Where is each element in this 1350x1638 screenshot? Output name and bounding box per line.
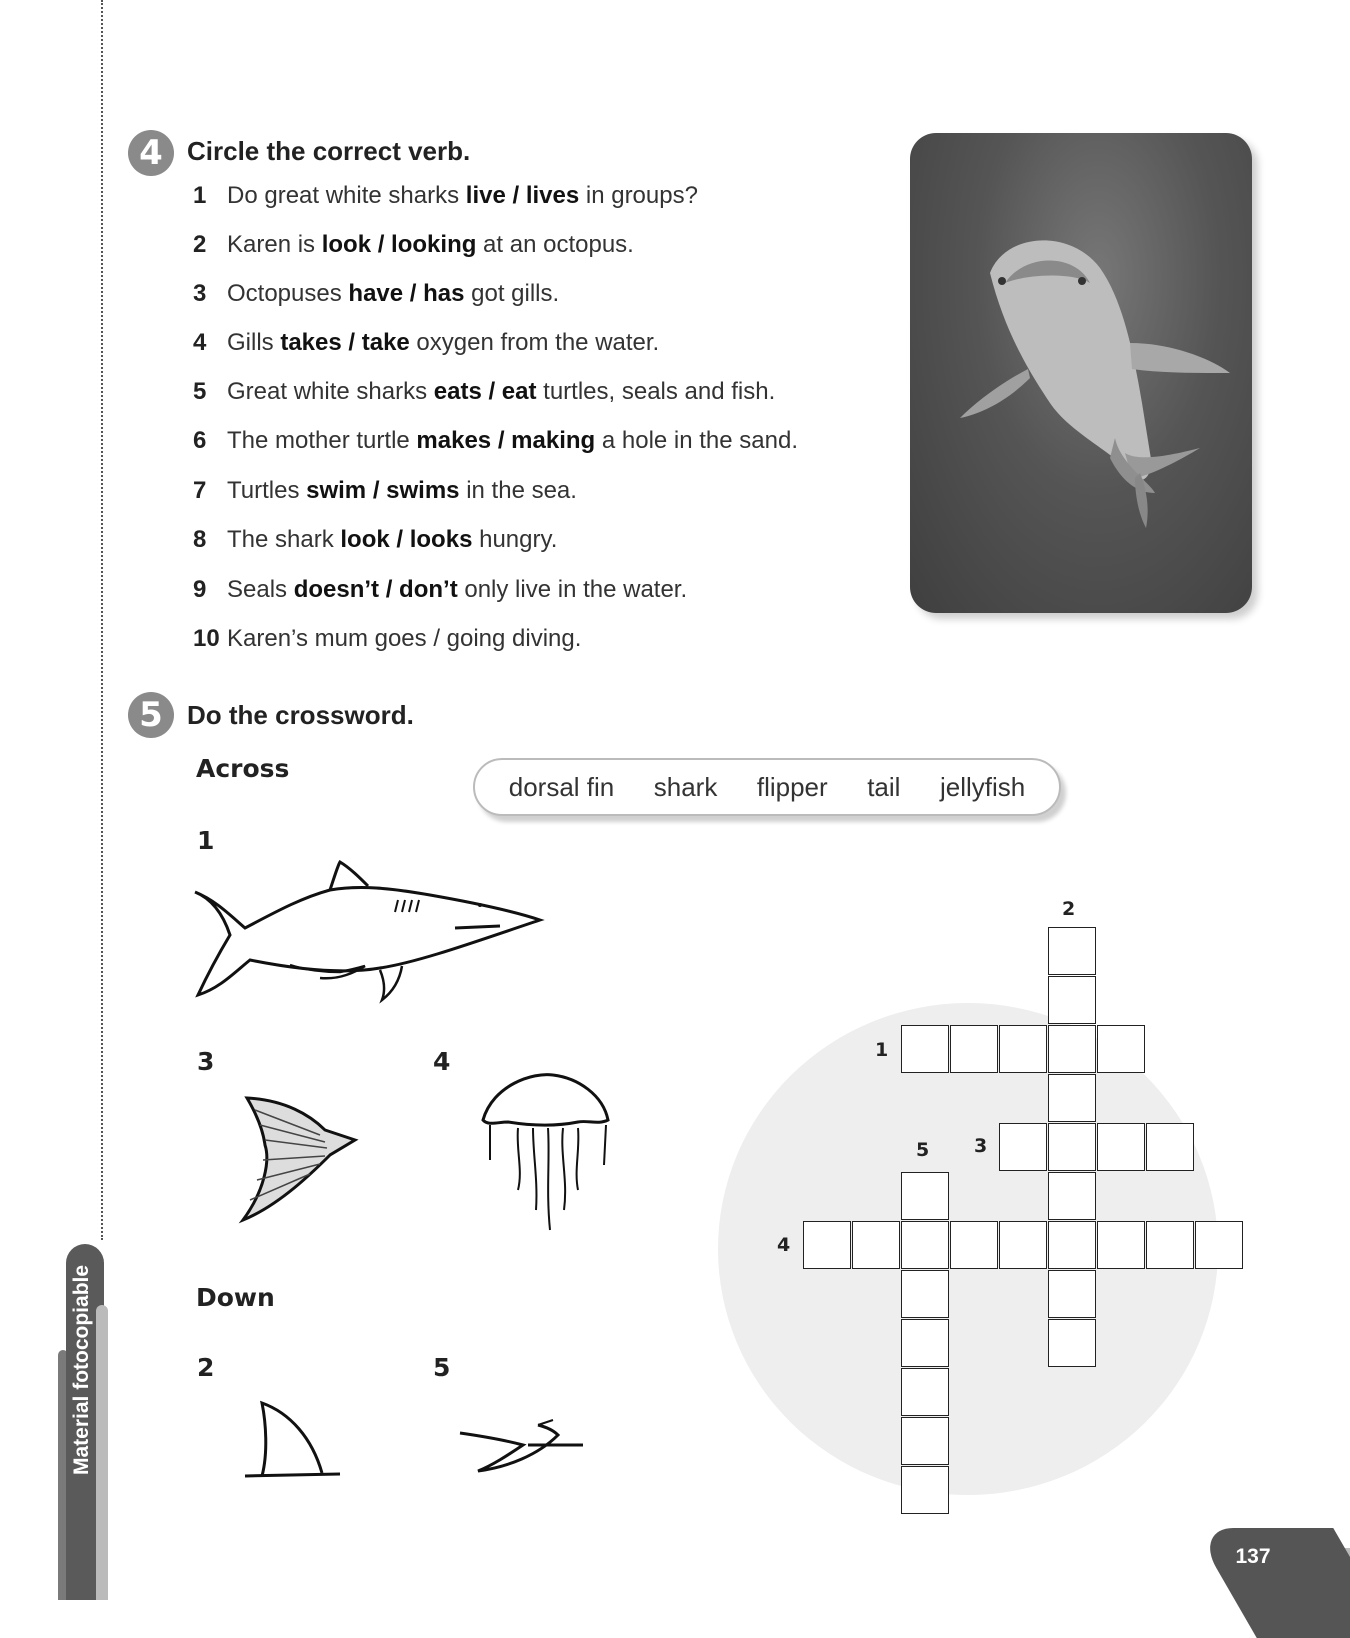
crossword-cell[interactable] — [1048, 1123, 1096, 1171]
exercise-4-item — [193, 274, 559, 314]
crossword-cell[interactable] — [852, 1221, 900, 1269]
crossword-cell[interactable] — [1146, 1221, 1194, 1269]
item-text-before: Great white sharks — [227, 378, 434, 405]
crossword-cell[interactable] — [999, 1123, 1047, 1171]
verb-options[interactable]: swim / swims — [306, 477, 460, 504]
exercise-4-badge: 4 — [128, 130, 174, 176]
item-text-after: oxygen from the water. — [409, 329, 660, 356]
verb-options[interactable]: takes / take — [280, 329, 410, 356]
item-text-after: turtles, seals and fish. — [536, 378, 776, 405]
item-number: 2 — [193, 231, 207, 258]
word-bank-item: shark — [653, 771, 718, 802]
item-number: 1 — [193, 182, 207, 209]
verb-options[interactable]: doesn’t / don’t — [293, 576, 458, 603]
exercise-4-item — [193, 619, 581, 659]
exercise-4-item — [193, 570, 687, 610]
exercise-5-title: Do the crossword. — [187, 700, 414, 730]
crossword-cell[interactable] — [1146, 1123, 1194, 1171]
across-clue-1-number: 1 — [197, 826, 215, 855]
verb-options[interactable]: eats / eat — [433, 378, 537, 405]
shark-drawing-icon — [190, 860, 550, 1005]
word-bank-item: tail — [867, 771, 901, 802]
crossword-cell[interactable] — [901, 1319, 949, 1367]
side-label: Material fotocopiable — [70, 1264, 93, 1475]
word-bank — [473, 758, 1061, 816]
item-text-after: hungry. — [472, 526, 558, 553]
word-bank-item: dorsal fin — [508, 771, 615, 802]
crossword-cell[interactable] — [1048, 1074, 1096, 1122]
shark-photo-illustration — [910, 133, 1252, 613]
exercise-4-item — [193, 372, 775, 412]
crossword-cell[interactable] — [901, 1172, 949, 1220]
crossword-cell[interactable] — [1097, 1025, 1145, 1073]
item-number: 3 — [193, 280, 207, 307]
item-text-before: The mother turtle — [227, 427, 417, 454]
side-tab-stripe — [96, 1305, 108, 1600]
crossword-cell[interactable] — [999, 1221, 1047, 1269]
exercise-4-item — [193, 471, 577, 511]
jellyfish-drawing-icon — [478, 1070, 618, 1235]
item-text-before: Karen’s mum goes / going diving. — [227, 625, 582, 652]
flipper-drawing-icon — [458, 1415, 588, 1475]
crossword-cell[interactable] — [901, 1368, 949, 1416]
item-number: 4 — [193, 329, 207, 356]
exercise-4-item — [193, 323, 659, 363]
item-text-before: Turtles — [227, 477, 307, 504]
item-text-after: only live in the water. — [457, 576, 688, 603]
grid-number-3: 3 — [974, 1135, 988, 1157]
crossword-cell[interactable] — [901, 1221, 949, 1269]
item-text-after: got gills. — [464, 280, 560, 307]
crossword-cell[interactable] — [1048, 1025, 1096, 1073]
fish-tail-drawing-icon — [235, 1090, 365, 1230]
down-clue-2-number: 2 — [197, 1353, 215, 1382]
item-number: 9 — [193, 576, 207, 603]
item-text-before: Octopuses — [227, 280, 349, 307]
page-number: 137 — [1229, 1537, 1277, 1577]
item-number: 7 — [193, 477, 207, 504]
down-heading: Down — [196, 1283, 275, 1312]
item-text-before: Karen is — [227, 231, 322, 258]
crossword-cell[interactable] — [1048, 1172, 1096, 1220]
crossword-cell[interactable] — [901, 1025, 949, 1073]
grid-number-4: 4 — [777, 1234, 791, 1256]
crossword-cell[interactable] — [1048, 976, 1096, 1024]
item-text-after: at an octopus. — [476, 231, 634, 258]
across-clue-3-number: 3 — [197, 1047, 215, 1076]
margin-dotted-line — [101, 0, 103, 1240]
item-text-after: a hole in the sand. — [595, 427, 799, 454]
item-number: 5 — [193, 378, 207, 405]
item-number: 8 — [193, 526, 207, 553]
crossword-cell[interactable] — [999, 1025, 1047, 1073]
dorsal-fin-drawing-icon — [240, 1398, 345, 1483]
down-clue-5-number: 5 — [433, 1353, 451, 1382]
crossword-cell[interactable] — [1048, 927, 1096, 975]
item-text-after: in groups? — [579, 182, 698, 209]
crossword-cell[interactable] — [1097, 1221, 1145, 1269]
crossword-cell[interactable] — [950, 1221, 998, 1269]
item-number: 10 — [193, 625, 220, 652]
crossword-cell[interactable] — [901, 1417, 949, 1465]
verb-options[interactable]: look / looking — [321, 231, 477, 258]
word-bank-item: flipper — [756, 771, 828, 802]
crossword-cell[interactable] — [1048, 1270, 1096, 1318]
verb-options[interactable]: makes / making — [416, 427, 596, 454]
item-text-before: Do great white sharks — [227, 182, 466, 209]
crossword-cell[interactable] — [803, 1221, 851, 1269]
shark-photo — [910, 133, 1252, 613]
crossword-cell[interactable] — [950, 1025, 998, 1073]
crossword-cell[interactable] — [1048, 1319, 1096, 1367]
item-text-before: Seals — [227, 576, 294, 603]
across-clue-4-number: 4 — [433, 1047, 451, 1076]
exercise-5-badge: 5 — [128, 692, 174, 738]
item-text-before: The shark — [227, 526, 341, 553]
verb-options[interactable]: live / lives — [465, 182, 580, 209]
item-text-after: in the sea. — [459, 477, 577, 504]
crossword-cell[interactable] — [1048, 1221, 1096, 1269]
grid-number-2: 2 — [1062, 898, 1076, 920]
crossword-cell[interactable] — [901, 1270, 949, 1318]
exercise-4-item — [193, 421, 798, 461]
across-heading: Across — [196, 754, 290, 783]
crossword-cell[interactable] — [1195, 1221, 1243, 1269]
item-number: 6 — [193, 427, 207, 454]
exercise-4-item — [193, 176, 698, 216]
word-bank-item: jellyfish — [939, 771, 1026, 802]
exercise-4-title: Circle the correct verb. — [187, 136, 471, 166]
item-text-before: Gills — [227, 329, 281, 356]
exercise-4-item — [193, 520, 557, 560]
verb-options[interactable]: have / has — [348, 280, 465, 307]
exercise-4-item — [193, 225, 634, 265]
verb-options[interactable]: look / looks — [340, 526, 473, 553]
crossword-cell[interactable] — [1097, 1123, 1145, 1171]
crossword-cell[interactable] — [901, 1466, 949, 1514]
grid-number-1: 1 — [875, 1039, 889, 1061]
grid-number-5: 5 — [916, 1139, 930, 1161]
